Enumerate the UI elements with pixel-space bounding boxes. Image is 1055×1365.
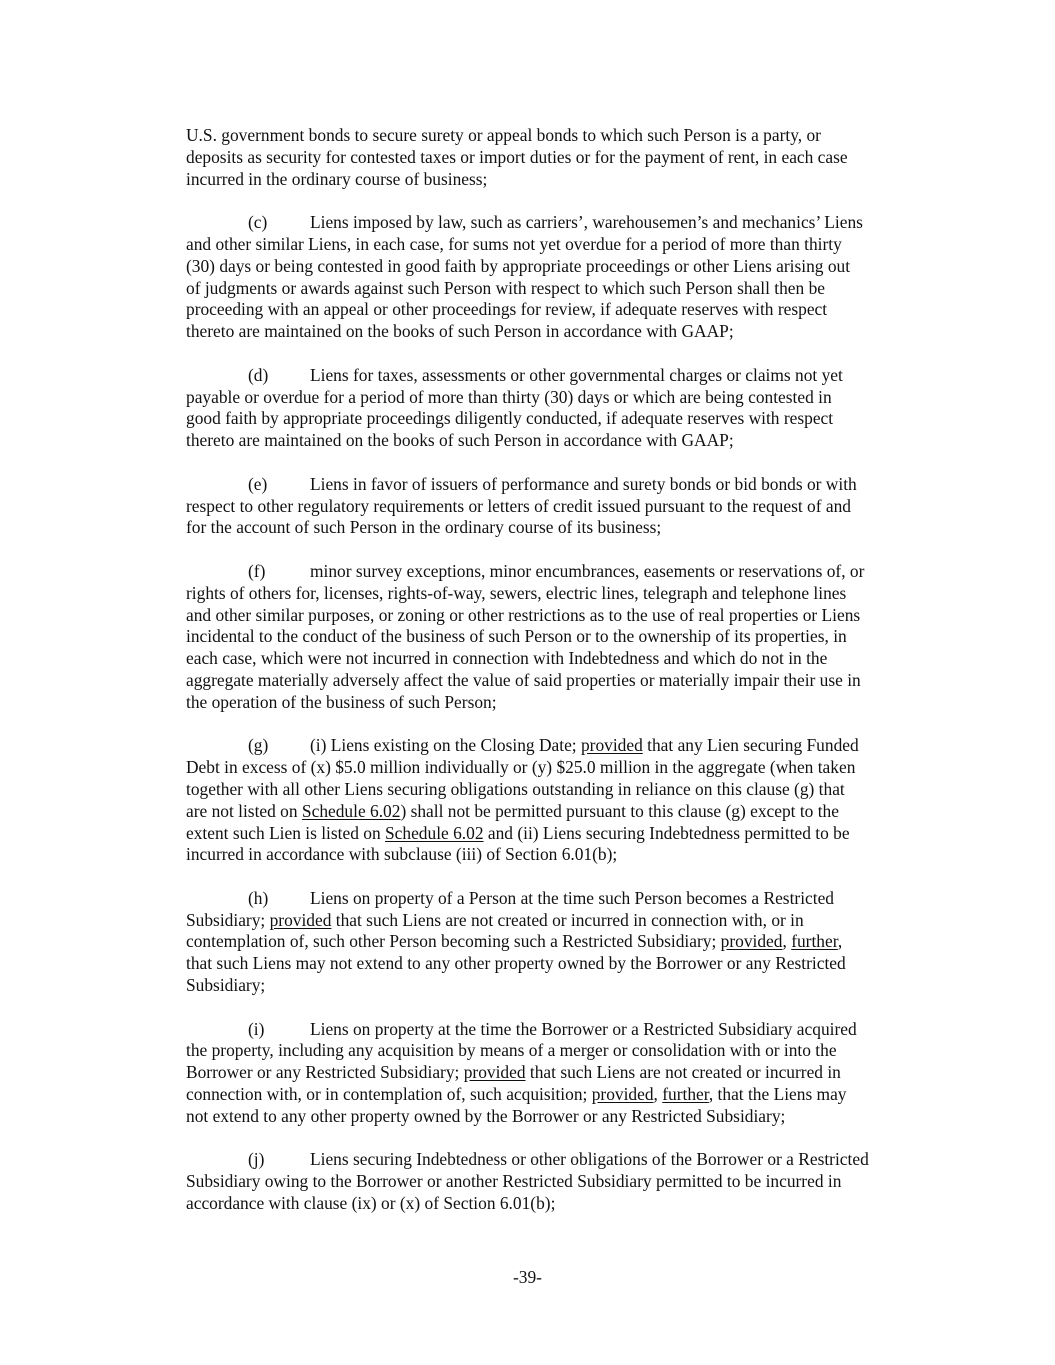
- text-run: minor survey exceptions, minor encumbrances, easements or reservations of, or: [310, 560, 865, 581]
- text-line: [186, 474, 926, 496]
- text-line: respect to other regulatory requirements or letters of credit issued pursuant to the request of and: [186, 495, 851, 516]
- clause-label: (h): [248, 887, 269, 908]
- paragraph-j: [186, 1149, 926, 1214]
- clause-label: (c): [248, 212, 268, 233]
- schedule-reference: Schedule 6.02: [385, 822, 484, 843]
- text-line: thereto are maintained on the books of such Person in accordance with GAAP;: [186, 321, 734, 342]
- text-line: [186, 1084, 926, 1106]
- paragraph-g: [186, 735, 926, 866]
- text-run: ,: [782, 931, 792, 952]
- schedule-reference: Schedule 6.02: [301, 800, 401, 821]
- text-line: together with all other Liens securing obligations outstanding in reliance on this clause (g) that: [186, 778, 845, 799]
- text-run: Liens on property at the time the Borrower or a Restricted Subsidiary acquired: [310, 1018, 857, 1039]
- text-line: proceeding with an appeal or other proceedings for review, if adequate reserves with respect: [186, 299, 828, 320]
- text-line: [186, 212, 926, 234]
- document-page: [186, 125, 926, 1237]
- text-line: incidental to the conduct of the business of such Person or to the ownership of its properties, in: [186, 626, 847, 647]
- text-line: of judgments or awards against such Person with respect to which such Person shall then be: [186, 277, 825, 298]
- underlined-term: provided: [580, 735, 643, 756]
- underlined-term: provided: [463, 1062, 526, 1083]
- text-run: are not listed on: [186, 800, 302, 821]
- text-line: that such Liens may not extend to any other property owned by the Borrower or any Restricted: [186, 953, 846, 974]
- page-number: -39-: [513, 1267, 542, 1287]
- text-line: [186, 910, 926, 932]
- clause-label: (j): [248, 1149, 265, 1170]
- text-run: Subsidiary;: [186, 909, 270, 930]
- text-run: ,: [653, 1084, 663, 1105]
- text-line: [186, 1062, 926, 1084]
- underlined-term: provided: [591, 1084, 654, 1105]
- text-run: Liens securing Indebtedness or other obligations of the Borrower or a Restricted: [310, 1149, 869, 1170]
- paragraph-d: [186, 365, 926, 452]
- text-line: deposits as security for contested taxes or import duties or for the payment of rent, in each case: [186, 146, 848, 167]
- text-line: incurred in accordance with subclause (iii) of Section 6.01(b);: [186, 844, 618, 865]
- text-line: [186, 888, 926, 910]
- text-line: rights of others for, licenses, rights-of-way, sewers, electric lines, telegraph and telephone lines: [186, 582, 847, 603]
- text-run: Liens for taxes, assessments or other governmental charges or claims not yet: [310, 364, 843, 385]
- text-run: Liens on property of a Person at the time such Person becomes a Restricted: [310, 887, 834, 908]
- text-run: (i) Liens existing on the Closing Date;: [310, 735, 581, 756]
- text-run: that such Liens are not created or incurred in connection with, or in: [331, 909, 804, 930]
- paragraph-e: [186, 474, 926, 539]
- text-run: and (ii) Liens securing Indebtedness permitted to be: [483, 822, 850, 843]
- text-line: for the account of such Person in the ordinary course of its business;: [186, 517, 662, 538]
- text-line: [186, 1019, 926, 1041]
- clause-label: (d): [248, 364, 269, 385]
- clause-label: (e): [248, 473, 268, 494]
- text-line: [186, 735, 926, 757]
- text-line: Subsidiary;: [186, 975, 266, 996]
- paragraph-i: [186, 1019, 926, 1128]
- underlined-term: further: [662, 1084, 709, 1105]
- text-line: [186, 365, 926, 387]
- text-line: [186, 1149, 926, 1171]
- text-line: [186, 931, 926, 953]
- underlined-term: provided: [720, 931, 783, 952]
- text-line: accordance with clause (ix) or (x) of Section 6.01(b);: [186, 1193, 556, 1214]
- text-run: extent such Lien is listed on: [186, 822, 385, 843]
- text-line: the operation of the business of such Person;: [186, 691, 497, 712]
- text-line: U.S. government bonds to secure surety or appeal bonds to which such Person is a party, or: [186, 125, 821, 145]
- clause-label: (g): [248, 735, 269, 756]
- text-run: that such Liens are not created or incurred in: [525, 1062, 841, 1083]
- text-run: Liens in favor of issuers of performance and surety bonds or bid bonds or with: [310, 473, 857, 494]
- text-run: connection with, or in contemplation of, such acquisition;: [186, 1084, 592, 1105]
- text-line: incurred in the ordinary course of business;: [186, 168, 488, 189]
- text-line: aggregate materially adversely affect the value of said properties or materially impair their use in: [186, 669, 861, 690]
- text-line: not extend to any other property owned by the Borrower or any Restricted Subsidiary;: [186, 1105, 786, 1126]
- text-line: [186, 561, 926, 583]
- text-line: and other similar purposes, or zoning or other restrictions as to the use of real properties or Liens: [186, 604, 861, 625]
- paragraph-f: [186, 561, 926, 714]
- text-run: , that the Liens may: [708, 1084, 847, 1105]
- text-run: Borrower or any Restricted Subsidiary;: [186, 1062, 464, 1083]
- underlined-term: provided: [269, 909, 332, 930]
- text-line: payable or overdue for a period of more than thirty (30) days or which are being contested in: [186, 386, 832, 407]
- text-line: [186, 801, 926, 823]
- text-line: the property, including any acquisition by means of a merger or consolidation with or into the: [186, 1040, 837, 1061]
- text-run: ) shall not be permitted pursuant to this clause (g) except to the: [400, 800, 839, 821]
- clause-label: (f): [248, 560, 266, 581]
- paragraph-c: [186, 212, 926, 343]
- text-line: good faith by appropriate proceedings diligently conducted, if adequate reserves with respect: [186, 408, 834, 429]
- clause-label: (i): [248, 1018, 265, 1039]
- text-run: contemplation of, such other Person becoming such a Restricted Subsidiary;: [186, 931, 721, 952]
- paragraph-intro: [186, 125, 926, 190]
- text-line: Debt in excess of (x) $5.0 million individually or (y) $25.0 million in the aggregate (when taken: [186, 757, 856, 778]
- underlined-term: further: [791, 931, 838, 952]
- paragraph-h: [186, 888, 926, 997]
- text-line: (30) days or being contested in good faith by appropriate proceedings or other Liens arising out: [186, 255, 851, 276]
- text-line: [186, 823, 926, 845]
- text-run: Liens imposed by law, such as carriers’, warehousemen’s and mechanics’ Liens: [310, 212, 863, 233]
- text-line: thereto are maintained on the books of such Person in accordance with GAAP;: [186, 430, 734, 451]
- text-line: Subsidiary owing to the Borrower or another Restricted Subsidiary permitted to be incurred in: [186, 1171, 842, 1192]
- text-run: ,: [837, 931, 843, 952]
- text-line: each case, which were not incurred in connection with Indebtedness and which do not in the: [186, 648, 828, 669]
- text-run: that any Lien securing Funded: [642, 735, 859, 756]
- text-line: and other similar Liens, in each case, for sums not yet overdue for a period of more than thirty: [186, 233, 842, 254]
